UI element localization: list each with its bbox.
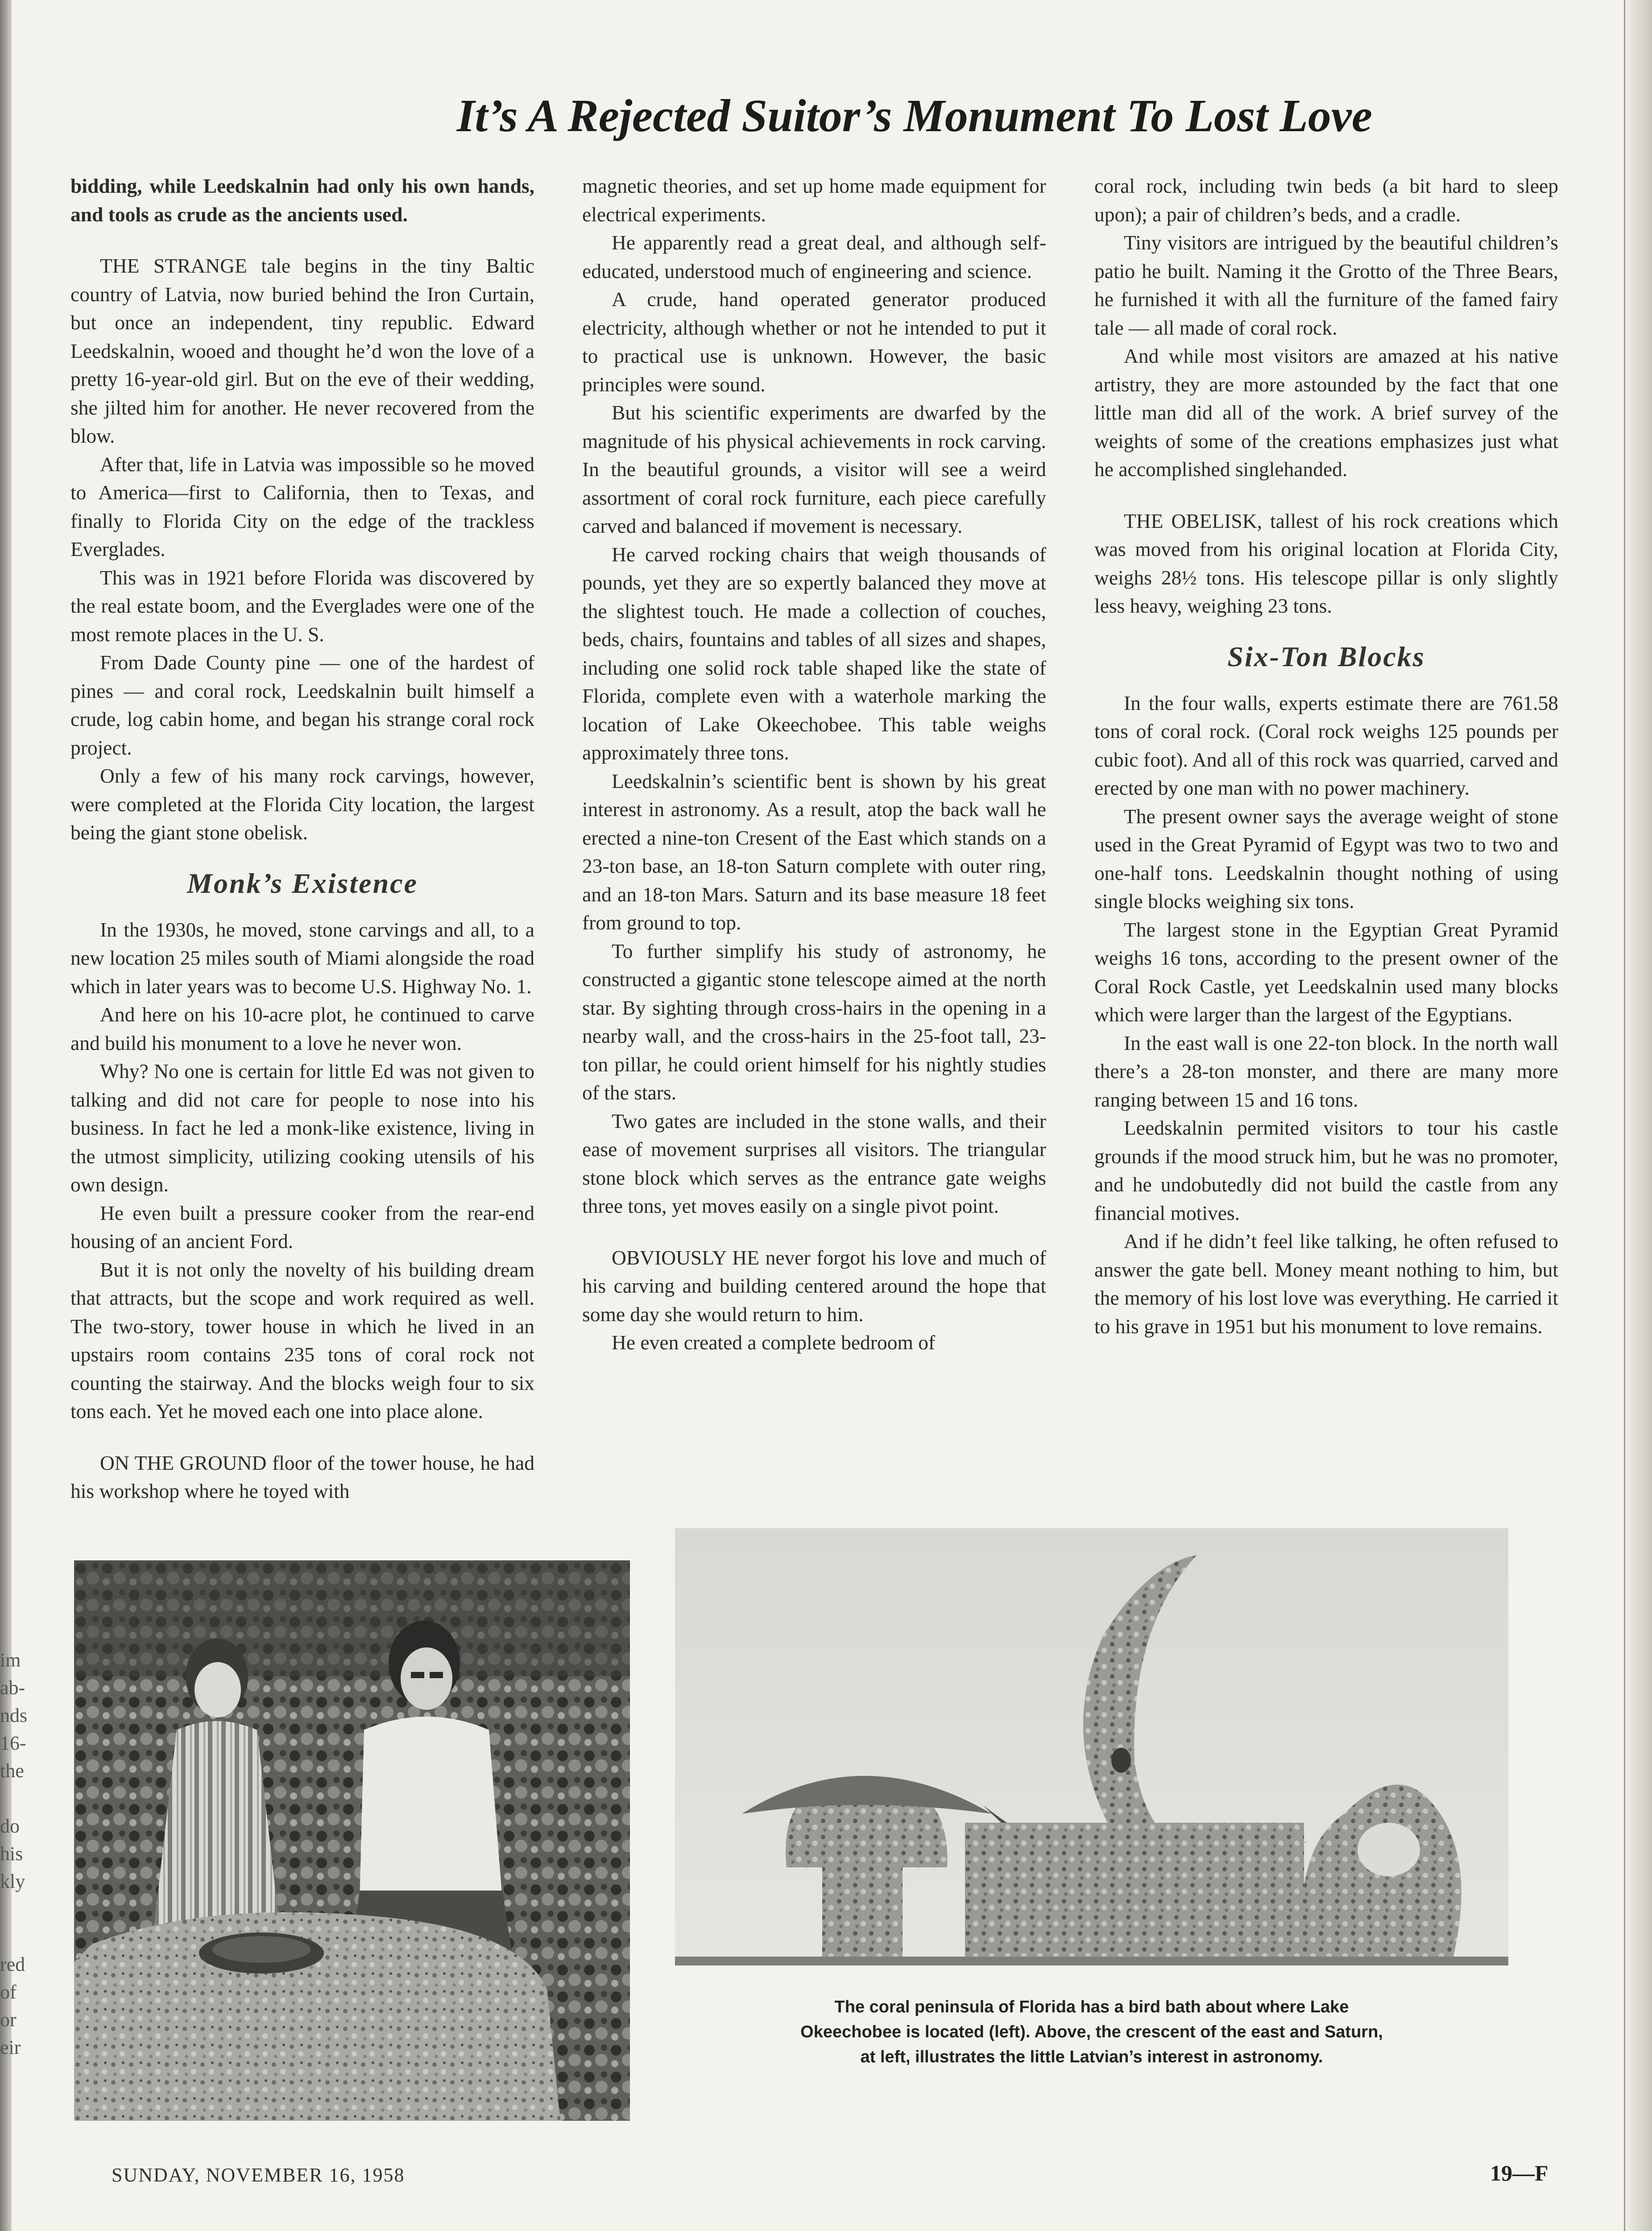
page-right-edge [1624, 0, 1652, 2231]
paragraph: And while most visitors are amazed at his native artistry, they are more astounded by the fact that one little man did all of the work. A brief survey of the weights of some of the creations emphasizes just what he accomplished singlehanded. [1094, 344, 1558, 481]
paragraph: Why? No one is certain for little Ed was not given to talking and did not care for people to nose into his business. In fact he led a monk-like existence, living in the utmost simplicity, utilizing cooking utensils of his own design. [70, 1060, 534, 1196]
subheading: Monk’s Existence [187, 867, 418, 899]
headline: It’s A Rejected Suitor’s Monument To Lost Love [456, 90, 1373, 141]
paragraph: In the east wall is one 22-ton block. In the north wall there’s a 28-ton monster, and there are many more ranging between 15 and 16 tons. [1094, 1031, 1558, 1111]
paragraph: He apparently read a great deal, and although self-educated, understood much of engineering and science. [582, 231, 1046, 282]
photo-crescent-image [675, 1528, 1508, 1966]
lead-in-caps: THE OBELISK, [1124, 509, 1262, 532]
paragraph [1094, 507, 1558, 620]
paragraph [70, 252, 534, 450]
paragraph: The largest stone in the Egyptian Great Pyramid weighs 16 tons, according to the present owner of the Coral Rock Castle, yet Leedskalnin used many blocks which were larger than the largest of the Egyptians. [1094, 918, 1558, 1026]
article-column-1 [70, 172, 534, 1506]
paragraph: The present owner says the average weight of stone used in the Great Pyramid of Egypt was two to two and one-half tons. Leedskalnin thought nothing of using single blocks weighing six tons. [1094, 804, 1558, 912]
paragraph: After that, life in Latvia was impossible so he moved to America—first to California, then to Texas, and finally to Florida City on the edge of the trackless Everglades. [70, 452, 534, 560]
fragment: 16- [0, 1732, 26, 1754]
paragraph: But it is not only the novelty of his building dream that attracts, but the scope and work required as well. The two-story, tower house in which he lived in an upstairs room contains 235 tons of coral rock not counting the stairway. And the blocks weigh four to six tons each. Yet he moved each one into place alone. [70, 1258, 534, 1422]
paragraph: And if he didn’t feel like talking, he often refused to answer the gate bell. Money meant nothing to him, but the memory of his lost love was everything. He carried it to his grave in 1951 but his monument to love remains. [1094, 1230, 1558, 1338]
article-column-3 [1094, 172, 1558, 1457]
fragment: his [0, 1843, 23, 1865]
subheading: Six-Ton Blocks [1227, 640, 1425, 672]
fragment: or [0, 2009, 17, 2031]
paragraph: To further simplify his study of astronomy, he constructed a gigantic stone telescope aimed at the north star. By sighting through cross-hairs in the opening in a nearby wall, and the cross-hairs in the 25-foot tall, 23-ton pillar, he could orient himself for his nightly studies of the stars. [582, 939, 1046, 1104]
paragraph [582, 1244, 1046, 1329]
paragraph: Only a few of his many rock carvings, however, were completed at the Florida City location, the largest being the giant stone obelisk. [70, 764, 534, 844]
caption-line: Okeechobee is located (left). Above, the crescent of the east and Saturn, [800, 2023, 1383, 2041]
fragment: red [0, 1953, 25, 1975]
paragraph: Leedskalnin permited visitors to tour his castle grounds if the mood struck him, but he was no promoter, and he undobutedly did not build the castle from any financial motives. [1094, 1116, 1558, 1224]
adjacent-page-text-fragments [0, 1646, 31, 2089]
fragment: kly [0, 1870, 25, 1892]
fragment: im [0, 1649, 21, 1671]
paragraph: magnetic theories, and set up home made equipment for electrical experiments. [582, 174, 1046, 226]
lead-in-caps: ON THE GROUND [100, 1451, 267, 1474]
article-column-2 [582, 172, 1046, 1457]
paragraph: In the four walls, experts estimate there are 761.58 tons of coral rock. (Coral rock weighs 125 pounds per cubic foot). And all of this rock was quarried, carved and erected by one man with no power machinery. [1094, 691, 1558, 799]
paragraph [70, 1449, 534, 1505]
paragraph: He even created a complete bedroom of [612, 1331, 936, 1354]
paragraph: And here on his 10-acre plot, he continued to carve and build his monument to a love he never won. [70, 1003, 534, 1054]
fragment: do [0, 1815, 20, 1837]
fragment: nds [0, 1704, 28, 1726]
paragraph: bidding, while Leedskalnin had only his own hands, and tools as crude as the ancients used. [70, 174, 534, 226]
lead-in-caps: THE STRANGE [100, 254, 247, 277]
paragraph: From Dade County pine — one of the hardest of pines — and coral rock, Leedskalnin built himself a crude, log cabin home, and began his strange coral rock project. [70, 651, 534, 759]
caption-line: at left, illustrates the little Latvian’s interest in astronomy. [860, 2048, 1323, 2066]
paragraph: Tiny visitors are intrigued by the beautiful children’s patio he built. Naming it the Grotto of the Three Bears, he furnished it with all the furniture of the famed fairy tale — all made of coral rock. [1094, 231, 1558, 339]
page-number: 19—F [1490, 2161, 1548, 2185]
fragment: eir [0, 2036, 21, 2058]
photo-caption [675, 1995, 1508, 2079]
fragment: of [0, 1981, 17, 2003]
paragraph-text: tallest of his rock creations which was moved from his original location at Florida City, weighs 28½ tons. His telescope pillar is only slightly less heavy, weighing 23 tons. [1094, 509, 1558, 617]
paragraph: coral rock, including twin beds (a bit hard to sleep upon); a pair of children’s beds, and a cradle. [1094, 174, 1558, 226]
footer-dateline: SUNDAY, NOVEMBER 16, 1958 [112, 2164, 405, 2186]
paragraph-text: tale begins in the tiny Baltic country of Latvia, now buried behind the Iron Curtain, but once an independent, tiny republic. Edward Leedskalnin, wooed and thought he’d won the love of a pretty 16-year-old girl. But on the eve of their wedding, she jilted him for another. He never recovered from the blow. [70, 254, 534, 447]
paragraph: A crude, hand operated generator produced electricity, although whether or not he intended to put it to practical use is unknown. However, the basic principles were sound. [582, 288, 1046, 396]
caption-line: The coral peninsula of Florida has a bird bath about where Lake [834, 1998, 1349, 2016]
paragraph-text: floor of the tower house, he had his workshop where he toyed with [70, 1451, 534, 1502]
paragraph: Two gates are included in the stone walls, and their ease of movement surprises all visitors. The triangular stone block which serves as the entrance gate weighs three tons, yet moves easily on a single pivot point. [582, 1109, 1046, 1217]
fragment: the [0, 1760, 24, 1782]
paragraph: He even built a pressure cooker from the rear-end housing of an ancient Ford. [70, 1201, 534, 1252]
photo-bird-bath-image [74, 1560, 630, 2121]
photo-bird-bath [74, 1560, 630, 2121]
paragraph: This was in 1921 before Florida was discovered by the real estate boom, and the Everglades were one of the most remote places in the U. S. [70, 566, 534, 646]
photo-crescent-and-saturn [675, 1528, 1508, 1966]
paragraph: Leedskalnin’s scientific bent is shown by his great interest in astronomy. As a result, atop the back wall he erected a nine-ton Cresent of the East which stands on a 23-ton base, an 18-ton Saturn complete with outer ring, and an 18-ton Mars. Saturn and its base measure 18 feet from ground to top. [582, 769, 1046, 934]
paragraph: He carved rocking chairs that weigh thousands of pounds, yet they are so expertly balanced they move at the slightest touch. He made a collection of couches, beds, chairs, fountains and tables of all sizes and shapes, including one solid rock table shaped like the state of Florida, complete even with a waterhole marking the location of Lake Okeechobee. This table weighs approximately three tons. [582, 543, 1046, 764]
paragraph-text: never forgot his love and much of his carving and building centered around the hope that some day she would return to him. [582, 1246, 1046, 1326]
paragraph: In the 1930s, he moved, stone carvings and all, to a new location 25 miles south of Miami alongside the road which in later years was to become U.S. Highway No. 1. [70, 918, 534, 998]
fragment: ab- [0, 1677, 25, 1699]
paragraph: But his scientific experiments are dwarfed by the magnitude of his physical achievements in rock carving. In the beautiful grounds, a visitor will see a weird assortment of coral rock furniture, each piece carefully carved and balanced if movement is necessary. [582, 401, 1046, 537]
lead-in-caps: OBVIOUSLY HE [612, 1246, 759, 1269]
